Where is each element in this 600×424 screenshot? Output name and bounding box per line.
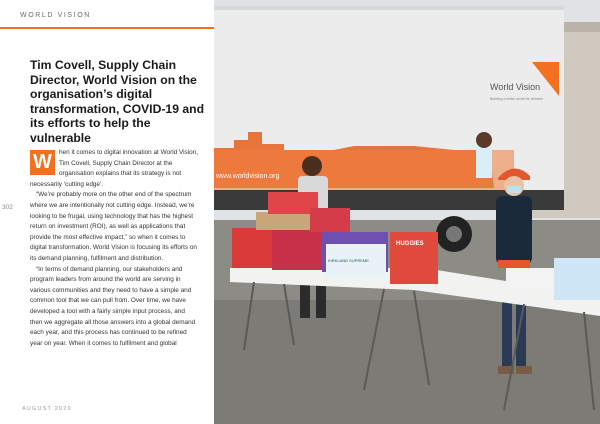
truck-url: www.worldvision.org — [216, 173, 280, 180]
issue-date: AUGUST 2020 — [22, 406, 72, 412]
page-number: 302 — [2, 204, 13, 211]
drop-cap: W — [30, 150, 55, 175]
article-headline: Tim Covell, Supply Chain Director, World Vision on the organisation’s digital transformation, COVID-19 and its efforts to help the vulnerable — [30, 58, 205, 145]
article-body — [30, 148, 198, 349]
paragraph-1-text: hen it comes to digital innovation at World Vision, Tim Covell, Supply Chain Director at the organisation explains that its strategy is not necessarily ‘cutting edge’. — [30, 149, 199, 188]
box-brand-huggies: HUGGIES — [396, 241, 424, 247]
section-label: WORLD VISION — [20, 12, 91, 19]
paragraph-3: “In terms of demand planning, our stakeholders and program leaders from around the world are serving in various communities and they need to have a simple and common tool that we can pull from. Over time, we have developed a tool with a fairly simple input process, and then we aggregate all those answers into a global demand each year, and this process has continued to be refined year on year. When it comes to fulfilment and global — [30, 265, 196, 347]
paragraph-1 — [30, 148, 198, 190]
article-photo — [214, 0, 600, 424]
truck-logo: World Vision — [490, 82, 541, 92]
truck-tagline: Building a better world for children — [490, 97, 543, 101]
header-rule — [0, 27, 214, 29]
box-brand-kirkland: KIRKLAND SUPREME — [328, 258, 369, 263]
paragraph-2: “We’re probably more on the other end of the spectrum where we are intentionally not cutting edge. Instead, we’re looking to be frugal, using technology that has the highest return on investment (ROI), as well as applications that provide the most effective impact,” so when it comes to digital transformation, World Vision is focusing its efforts on its demand planning, fulfilment and distribution. — [30, 191, 197, 262]
